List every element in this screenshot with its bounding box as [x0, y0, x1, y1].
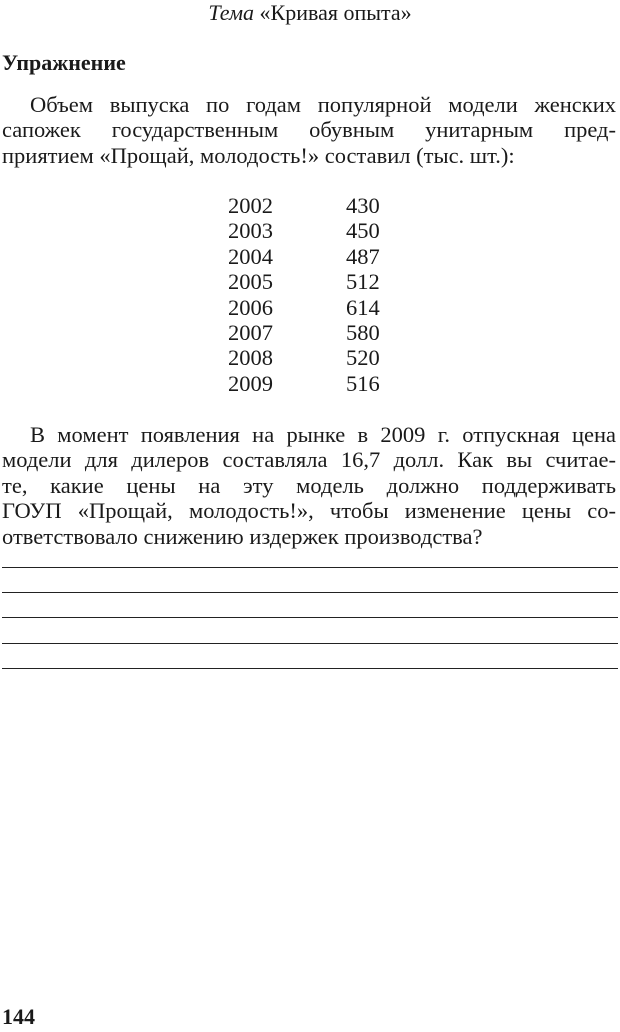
paragraph-line: модели для дилеров составляла 16,7 долл. Как вы считае-: [2, 447, 616, 473]
paragraph-line: сапожек государственным обувным унитарным пред-: [2, 117, 616, 143]
value-cell: 450: [346, 218, 380, 244]
table-row: [228, 218, 380, 243]
answer-line[interactable]: [2, 643, 618, 644]
answer-line[interactable]: [2, 668, 618, 669]
year-cell: 2005: [228, 269, 273, 295]
year-cell: 2004: [228, 243, 273, 269]
paragraph-line: В момент появления на рынке в 2009 г. отпускная цена: [30, 422, 616, 447]
year-cell: 2006: [228, 294, 273, 320]
answer-line[interactable]: [2, 567, 618, 568]
exercise-intro-paragraph: [2, 92, 616, 168]
value-cell: 487: [346, 243, 380, 269]
answer-line[interactable]: [2, 617, 618, 618]
value-cell: 520: [346, 345, 380, 371]
table-row: [228, 193, 380, 218]
paragraph-line: приятием «Прощай, молодость!» составил (тыс. шт.):: [2, 142, 515, 168]
value-cell: 430: [346, 193, 380, 218]
header-prefix: Тема: [208, 0, 255, 25]
table-row: [228, 345, 380, 370]
table-row: [228, 295, 380, 320]
table-row: [228, 244, 380, 269]
running-header: [0, 0, 620, 26]
table-row: [228, 269, 380, 294]
output-by-year-table: [228, 193, 380, 396]
paragraph-line: те, какие цены на эту модель должно поддерживать: [2, 472, 616, 498]
page-number: 144: [2, 1004, 35, 1029]
table-row: [228, 320, 380, 345]
year-cell: 2007: [228, 320, 273, 346]
value-cell: 516: [346, 370, 380, 396]
year-cell: 2008: [228, 345, 273, 371]
year-cell: 2009: [228, 370, 273, 396]
table-row: [228, 371, 380, 396]
value-cell: 614: [346, 294, 380, 320]
paragraph-line: ГОУП «Прощай, молодость!», чтобы изменение цены со-: [2, 498, 616, 524]
value-cell: 580: [346, 320, 380, 346]
header-title: «Кривая опыта»: [259, 0, 412, 25]
year-cell: 2002: [228, 193, 273, 218]
paragraph-line: Объем выпуска по годам популярной модели женских: [30, 92, 616, 117]
paragraph-line: ответствовало снижению издержек производства?: [2, 523, 483, 549]
year-cell: 2003: [228, 218, 273, 244]
answer-line[interactable]: [2, 592, 618, 593]
section-title: Упражнение: [2, 50, 126, 75]
exercise-question-paragraph: [2, 422, 616, 549]
value-cell: 512: [346, 269, 380, 295]
